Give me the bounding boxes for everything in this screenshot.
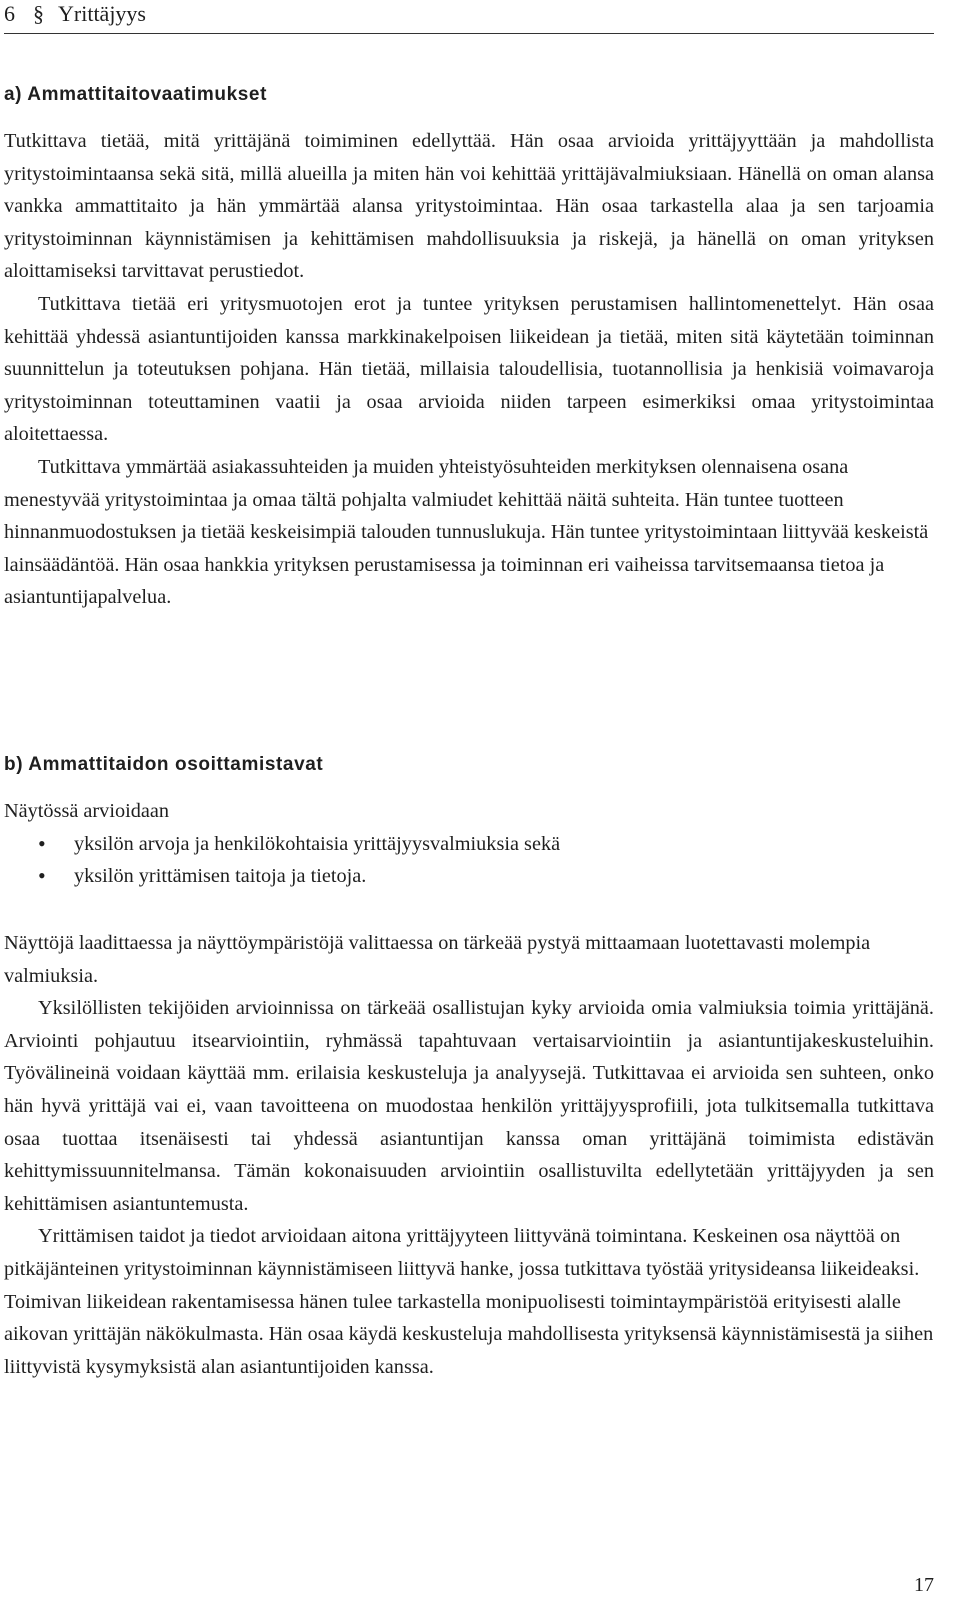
running-head-page-number: 6 — [4, 1, 15, 26]
page-number: 17 — [914, 1574, 934, 1596]
section-b-intro-block — [4, 795, 934, 893]
section-a-paragraph: Tutkittava tietää eri yritysmuotojen erot ja tuntee yrityksen perustamisen hallintomenettelyt. Hän osaa kehittää yhdessä asiantuntijoiden kanssa markkinakelpoisen liikeidean ja tietää, miten sitä käytetään toiminnan suunnittelun ja toteutuksen pohjana. Hän tietää, millaisia taloudellisia, tuotannollisia ja henkisiä voimavaroja yritystoiminnan toteuttaminen vaatii ja osaa arvioida niiden tarpeen esimerkiksi omaa yritystoimintaa aloitettaessa. — [4, 292, 934, 446]
bullet-item: • yksilön arvoja ja henkilökohtaisia yrittäjyysvalmiuksia sekä — [4, 828, 934, 861]
section-a-body — [4, 125, 934, 614]
section-b-paragraph: Yrittämisen taidot ja tiedot arvioidaan aitona yrittäjyyteen liittyvänä toimintana. Keskeinen osa näyttöä on pitkäjänteinen yritystoiminnan käynnistämiseen liittyvä hanke, jossa tutkittava työstää yritysideansa liikeideaksi. Toimivan liikeidean rakentamisessa hänen tulee tarkastella monipuolisesti toimintaympäristöä erityisesti alalle aikovan yrittäjän näkökulmasta. Hän osaa käydä keskusteluja mahdollisesta yrityksensä käynnistämisestä ja siihen liittyvistä kysymyksistä alan asiantuntijoiden kanssa. — [4, 1225, 934, 1378]
section-a-paragraph: Tutkittava ymmärtää asiakassuhteiden ja muiden yhteistyösuhteiden merkityksen olennaisena osana menestyvää yritystoimintaa ja omaa tältä pohjalta valmiudet kehittää näitä suhteita. Hän tuntee tuotteen hinnanmuodostuksen ja tietää keskeisimpiä talouden tunnuslukuja. Hän tuntee yritystoimintaan liittyvää keskeistä lainsäädäntöä. Hän osaa hankkia yrityksen perustamisessa ja toiminnan eri vaiheissa tarvitsemaansa tietoa ja asiantuntijapalvelua. — [4, 455, 929, 609]
bullet-list — [4, 828, 934, 893]
running-head-title: Yrittäjyys — [58, 1, 146, 26]
section-b-body — [4, 927, 934, 1383]
section-a-paragraph: Tutkittava tietää, mitä yrittäjänä toimiminen edellyttää. Hän osaa arvioida yrittäjyyttään ja mahdollista yritystoimintaansa sekä sitä, millä alueilla ja miten hän voi kehittää yrittäjävalmiuksiaan. Hänellä on oman alansa vankka ammattitaito ja hän ymmärtää alansa yritystoimintaa. Hän osaa tarkastella alaa ja sen tarjoamia yritystoiminnan käynnistämisen ja kehittämisen mahdollisuuksia ja riskejä, ja hänellä on oman yrityksen aloittamiseksi tarvittavat perustiedot. — [4, 130, 934, 283]
section-b-paragraph: Yksilöllisten tekijöiden arvioinnissa on tärkeää osallistujan kyky arvioida omia valmiuksia toimia yrittäjänä. Arviointi pohjautuu itsearviointiin, ryhmässä tapahtuvaan vertaisarviointiin ja asiantuntijakeskusteluihin. Työvälineinä voidaan käyttää mm. erilaisia keskusteluja ja analyysejä. Tutkittavaa ei arvioida sen suhteen, onko hän hyvä yrittäjä vai ei, vaan tavoitteena on muodostaa henkilön yrittäjyysprofiili, jota tulkitsemalla tutkittava osaa tuottaa itsenäisesti tai yhdessä asiantuntijan kanssa oman yrittäjänä toimimista edistävän kehittymissuunnitelmansa. Tämän kokonaisuuden arviointiin osallistuvilta edellytetään yrittäjyyden ja sen kehittämisen asiantuntemusta. — [4, 997, 934, 1215]
section-b-intro: Näytössä arvioidaan — [4, 800, 170, 822]
running-head — [4, 0, 934, 34]
section-b-heading: b) Ammattitaidon osoittamistavat — [4, 754, 324, 775]
section-a-heading: a) Ammattitaitovaatimukset — [4, 84, 268, 105]
document-page — [4, 0, 934, 1610]
section-symbol: § — [33, 1, 44, 26]
bullet-item: • yksilön yrittämisen taitoja ja tietoja. — [4, 860, 934, 893]
section-b-paragraph: Näyttöjä laadittaessa ja näyttöympäristöjä valittaessa on tärkeää pystyä mittaamaan luotettavasti molempia valmiuksia. — [4, 932, 871, 987]
